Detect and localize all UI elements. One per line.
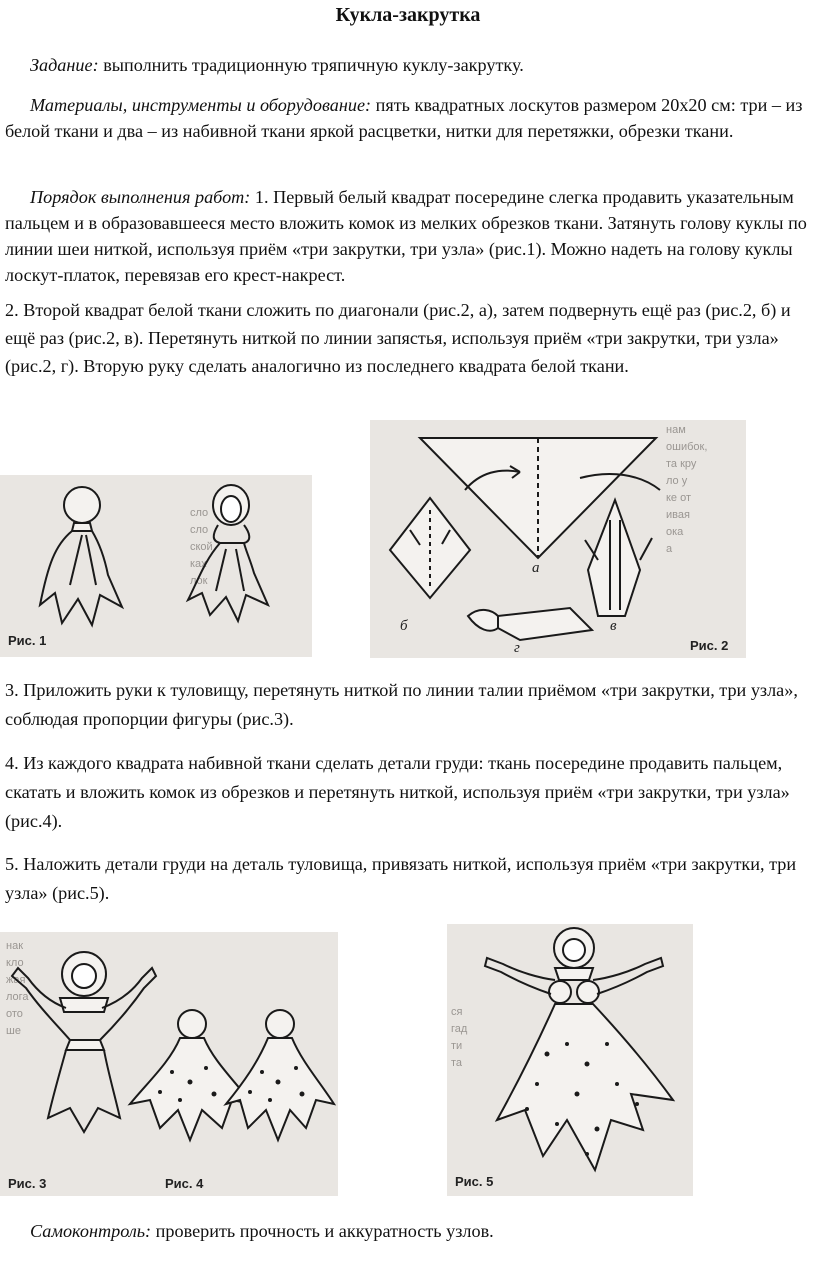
figure-2-label-v: в	[610, 618, 617, 634]
step-5-paragraph: 5. Наложить детали груди на деталь туловища, привязать ниткой, используя приём «три закрутки, три узла» (рис.5).	[5, 854, 797, 903]
task-text: выполнить традиционную тряпичную куклу-закрутку.	[98, 55, 524, 75]
figure-3-4	[0, 932, 338, 1196]
figure-5-background-text: ся гад ти та	[451, 1006, 468, 1069]
materials-text: пять квадратных лоскутов размером 20х20 см: три – из белой ткани и два – из набивной ткани яркой расцветки, нитки для перетяжки, обрезки ткани.	[5, 95, 803, 141]
figure-2	[370, 420, 746, 658]
figure-3-4-drawing	[0, 932, 338, 1196]
figure-5-caption: Рис. 5	[455, 1174, 494, 1189]
selfcheck-paragraph	[5, 1218, 811, 1244]
figure-2-label-a: а	[532, 560, 540, 576]
step-3-paragraph: 3. Приложить руки к туловищу, перетянуть ниткой по линии талии приёмом «три закрутки, три узла», соблюдая пропорции фигуры (рис.3).	[5, 680, 798, 729]
figure-5-drawing	[447, 924, 693, 1196]
figure-5	[447, 924, 693, 1196]
step-4-paragraph: 4. Из каждого квадрата набивной ткани сделать детали груди: ткань посередине продавить пальцем, скатать и вложить комок из обрезков и перетянуть ниткой, используя приём «три закрутки, три узла» (рис.4).	[5, 753, 790, 831]
page-title: Кукла-закрутка	[335, 4, 481, 26]
figure-3-4-background-text: нак кло жая лога ото ше	[6, 940, 29, 1037]
figure-1-drawing	[0, 475, 312, 657]
selfcheck-text: проверить прочность и аккуратность узлов.	[151, 1221, 494, 1241]
figure-2-background-text: нам ошибок, та кру ло у ке от ивая ока а	[666, 424, 708, 555]
figure-3-caption: Рис. 3	[8, 1176, 47, 1191]
materials-label: Материалы, инструменты и оборудование:	[30, 95, 372, 115]
figure-4-caption: Рис. 4	[165, 1176, 204, 1191]
figure-1-background-text: сло сло ской ках лок	[190, 507, 213, 587]
step-2-paragraph: 2. Второй квадрат белой ткани сложить по диагонали (рис.2, а), затем подвернуть ещё раз (рис.2, б) и ещё раз (рис.2, в). Перетянуть ниткой по линии запястья, используя приём «три закрутки, три узла» (рис.2, г). Вторую руку сделать аналогично из последнего квадрата белой ткани.	[5, 300, 791, 376]
figure-2-caption: Рис. 2	[690, 638, 729, 653]
selfcheck-label: Самоконтроль:	[30, 1221, 152, 1241]
figure-2-label-g: г	[514, 640, 520, 656]
materials-paragraph	[5, 92, 811, 144]
task-paragraph	[5, 52, 811, 78]
figure-2-label-b: б	[400, 618, 408, 634]
procedure-text: 1. Первый белый квадрат посередине слегка продавить указательным пальцем и в образовавшееся место вложить комок из мелких обрезков ткани. Затянуть голову куклы по линии шеи ниткой, используя приём «три закрутки, три узла» (рис.1). Можно надеть на голову куклы лоскут-платок, перевязав его крест-накрест.	[5, 187, 807, 285]
procedure-paragraph	[5, 184, 811, 288]
procedure-label: Порядок выполнения работ:	[30, 187, 251, 207]
figure-1	[0, 475, 312, 657]
figure-2-drawing	[370, 420, 746, 658]
figure-1-caption: Рис. 1	[8, 633, 47, 648]
task-label: Задание:	[30, 55, 99, 75]
